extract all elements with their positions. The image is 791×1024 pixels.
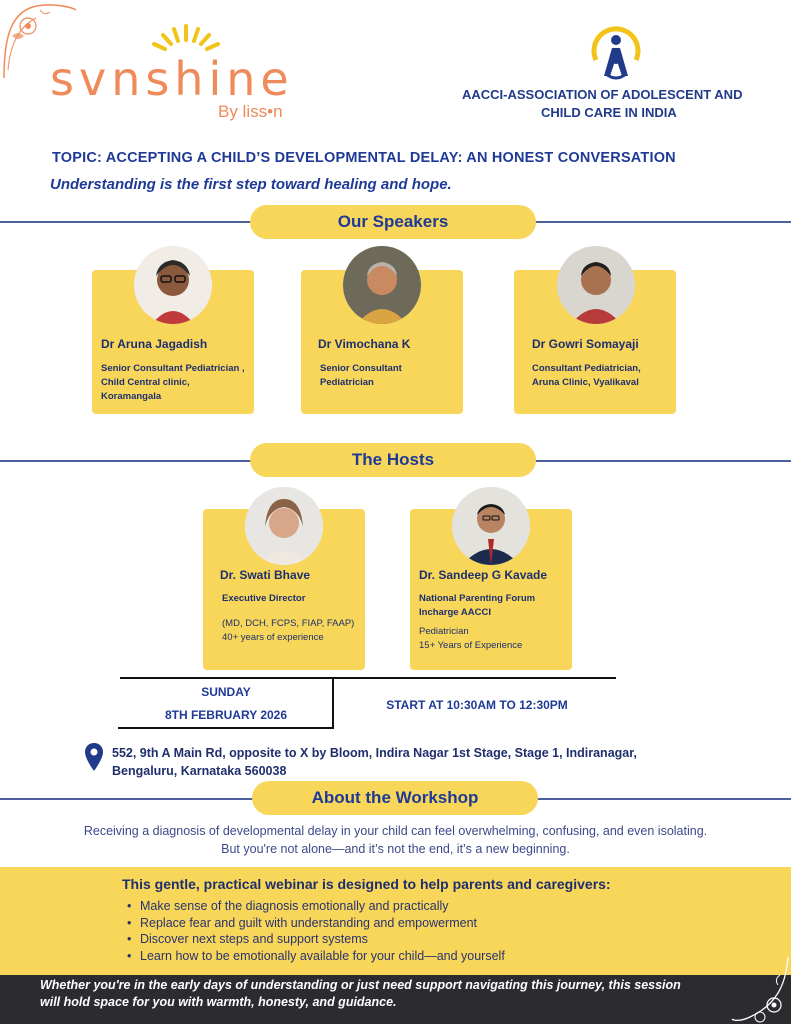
schedule-bottom-border (118, 727, 332, 729)
closing-text (40, 977, 760, 1011)
event-date: 8TH FEBRUARY 2026 (164, 708, 288, 722)
closing-line2: will hold space for you with warmth, honesty, and guidance. (40, 995, 397, 1009)
sunshine-logo-byline: By liss•n (218, 102, 283, 121)
host-experience: 15+ Years of Experience (419, 640, 523, 651)
schedule-top-border (120, 677, 616, 679)
tagline: Understanding is the first step toward healing and hope. (50, 176, 452, 193)
speaker-role: Senior Consultant Pediatrician , Child Central clinic, Koramangala (101, 363, 245, 402)
sunshine-logo-text: svnshine (50, 52, 294, 106)
list-item: • Make sense of the diagnosis emotionally and practically (140, 898, 505, 915)
host-experience: 40+ years of experience (222, 632, 324, 643)
host-photo (452, 487, 530, 565)
event-time: START AT 10:30AM TO 12:30PM (386, 698, 568, 712)
org-name-line2: CHILD CARE IN INDIA (541, 105, 677, 120)
org-name-line1: AACCI-ASSOCIATION OF ADOLESCENT AND (462, 87, 743, 102)
about-text-line1: Receiving a diagnosis of developmental delay in your child can feel overwhelming, confusing, and even isolating. (83, 824, 708, 838)
event-day: SUNDAY (201, 685, 251, 699)
event-address (112, 744, 637, 780)
speaker-name: Dr Vimochana K (318, 337, 411, 351)
address-line1: 552, 9th A Main Rd, opposite to X by Bloom, Indira Nagar 1st Stage, Stage 1, Indiranagar, (112, 746, 637, 760)
topic-heading: TOPIC: ACCEPTING A CHILD’S DEVELOPMENTAL DELAY: AN HONEST CONVERSATION (52, 150, 676, 166)
hosts-heading: The Hosts (250, 443, 536, 477)
host-role: Executive Director (222, 593, 306, 604)
closing-line1: Whether you're in the early days of understanding or just need support navigating this journey, this session (40, 978, 681, 992)
speaker-name: Dr Gowri Somayaji (532, 337, 639, 351)
webinar-heading: This gentle, practical webinar is designed to help parents and caregivers: (122, 876, 611, 892)
host-name: Dr. Swati Bhave (220, 568, 311, 582)
host-name: Dr. Sandeep G Kavade (419, 568, 548, 582)
speaker-photo (134, 246, 212, 324)
host-role: National Parenting Forum Incharge AACCI (419, 593, 536, 618)
list-item: • Discover next steps and support systems (140, 931, 505, 948)
webinar-points-list (140, 898, 505, 964)
host-credentials: (MD, DCH, FCPS, FIAP, FAAP) (222, 618, 355, 629)
family-icon (582, 26, 650, 84)
list-item: • Learn how to be emotionally available for your child—and yourself (140, 948, 505, 965)
speaker-name: Dr Aruna Jagadish (101, 337, 208, 351)
about-text-line2: But you're not alone—and it’s not the end, it’s a new beginning. (221, 842, 570, 856)
host-specialty: Pediatrician (419, 626, 469, 637)
speakers-heading: Our Speakers (250, 205, 536, 239)
about-heading: About the Workshop (252, 781, 538, 815)
speaker-photo (557, 246, 635, 324)
corner-swirl-ornament (730, 955, 791, 1024)
address-line2: Bengaluru, Karnataka 560038 (112, 764, 287, 778)
org-name (462, 86, 772, 122)
host-photo (245, 487, 323, 565)
speaker-role: Consultant Pediatrician, Aruna Clinic, Vyalikaval (532, 363, 641, 388)
speaker-role: Senior Consultant Pediatrician (320, 363, 402, 388)
speaker-photo (343, 246, 421, 324)
list-item: • Replace fear and guilt with understanding and empowerment (140, 915, 505, 932)
location-pin-icon (84, 742, 104, 772)
